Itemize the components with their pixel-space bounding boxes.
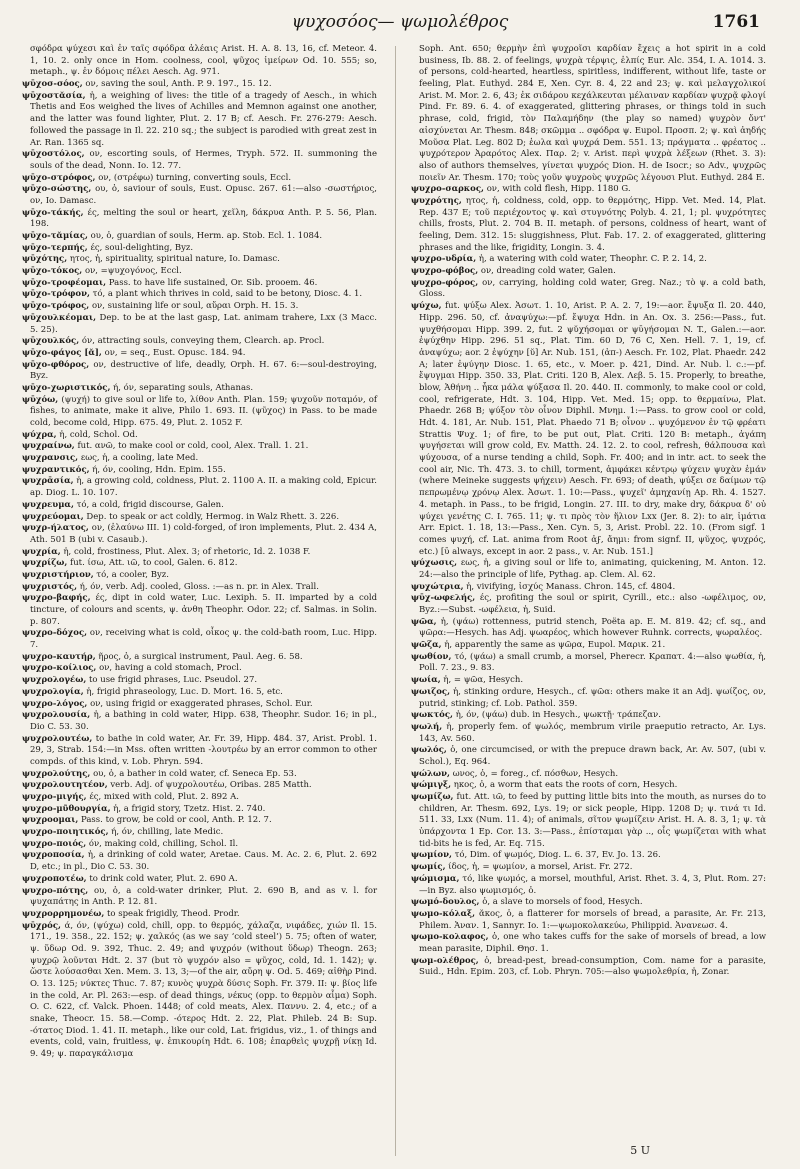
entry-definition: to drink cold water, Plut. 2. 690 A. — [89, 873, 238, 884]
entry-headword: ψυχριστός, — [22, 581, 78, 592]
entry-headword: ψυχροποτέω, — [22, 873, 87, 884]
entry-definition: Pass. to grow, be cold or cool, Anth. P. 12. 7. — [81, 815, 272, 826]
entry-definition: τό, like ψωμός, a morsel, mouthful, Arist. Rhet. 3. 4, 3, Plut. Rom. 27:—in Byz. also ψωμισμός, ὁ. — [419, 873, 766, 896]
entry-headword: ψυχρορρημονέω, — [22, 908, 105, 919]
entry-headword: ψῡχο-φθόρος, — [22, 359, 90, 370]
entry-headword: ψωμίς, — [411, 862, 446, 873]
entry-headword: ψυχρία, — [22, 546, 61, 557]
entry-definition: ἡ, a weighing of lives: the title of a tragedy of Aesch., in which Thetis and Eos weighed the lives of Achilles and Memnon against one another, and the latter was found lighter, Plut. 2. 17 B; cf. Aesch. Fr. 276-279: Aesch. followed the passage in Il. 22. 210 sq.; the subject is parodied with great zest in Ar. Ran. 1365 sq. — [30, 90, 377, 148]
entry-headword: ψυχρεύομαι, — [22, 511, 84, 522]
entry-headword: ψυχρότης, — [411, 195, 462, 206]
entry-headword: ψῡχοσ-σόος, — [22, 79, 83, 90]
entry-definition: ηκος, ὁ, a worm that eats the roots of corn, Hesych. — [453, 780, 678, 791]
entry-definition: ὁ, one who takes cuffs for the sake of morsels of bread, a low mean parasite, Diphil. Θησ. 1. — [419, 932, 767, 954]
entry-definition: ή, όν, verb. Adj. cooled, Gloss. :—as n. pr. in Alex. Trall. — [79, 581, 319, 592]
entry-headword: ψῡχο-φάγος [ᾰ], — [22, 347, 102, 358]
entry-definition: ον, destructive of life, deadly, Orph. H. 67. 6:—soul-destroying, Byz. — [30, 359, 378, 382]
entry-definition: ἡ, stinking ordure, Hesych., cf. ψῶα: others make it an Adj. ψωίζος, ον, putrid, stinking; cf. Lob. Pathol. 359. — [419, 686, 766, 709]
entry-headword: ψῡχουλκός, — [22, 336, 80, 347]
entry-definition: ον, (στρέφω) turning, converting souls, Eccl. — [98, 172, 292, 183]
dictionary-entry — [22, 453, 377, 465]
dictionary-entry — [22, 44, 377, 79]
entry-definition: ή, όν, separating souls, Athanas. — [113, 382, 254, 393]
entry-headword: ψυχρο-πότης, — [22, 885, 89, 896]
entry-definition: ές, melting the soul or heart, χεῖλη, δάκρυα Anth. P. 5. 56, Plan. 198. — [30, 207, 377, 230]
dictionary-entry — [411, 640, 766, 652]
dictionary-entry — [22, 827, 377, 839]
entry-headword: ψυχρανσις, — [22, 453, 79, 464]
entry-definition: ἡ, cold, Schol. Od. — [59, 429, 138, 440]
entry-headword: ψωμ-ολέθρος, — [411, 955, 479, 966]
entry-headword: ψῡχουλκέομαι, — [22, 312, 97, 323]
entry-headword: ψυχρολουτέω, — [22, 733, 93, 744]
entry-headword: ψυχραίνω, — [22, 441, 75, 452]
entry-definition: Pass. to have life sustained, Or. Sib. prooem. 46. — [108, 277, 318, 288]
entry-definition: Dep. to be at the last gasp, Lat. animam trahere, Lxx (3 Macc. 5. 25). — [30, 312, 377, 335]
dictionary-entry — [411, 909, 766, 932]
entry-definition: τό, a cold, frigid discourse, Galen. — [76, 499, 224, 510]
dictionary-entry — [22, 512, 377, 524]
dictionary-entry — [411, 897, 766, 909]
dictionary-entry — [22, 278, 377, 290]
dictionary-entry — [22, 886, 377, 909]
dictionary-entry — [22, 675, 377, 687]
entry-headword: ψυχρ-ήλατος, — [22, 523, 89, 534]
entry-definition: ά, όν, (ψύχω) cold, chill, opp. to θερμός, χάλαζα, νιφάδες, χιών Il. 15. 171., 19. 358., 22. 152; ψ. χαλκός (as we say ‘cold steel’) 5. 75; often of water, ψ. ὕδωρ Od. 9. 392, Thuc. 2. 49; and ψυχρόν (without ὕδωρ) Theogn. 263; ψυχρῷ λοῦνται Hdt. 2. 37 (but τὸ ψυχρόν also = ψῦχος, cold, Id. 1. 142); ψ. ὥστε λούσασθαι Xen. Mem. 3. 13, 3;—of the air, αὔρη ψ. Od. 5. 469; αἰθὴρ Pind. O. 13. 125; νύκτες Thuc. 7. 87; κυνὸς ψυχρὰ δύσις Soph. Fr. 379. II: ψ. βίος life in the cold, Ar. Pl. 263:—esp. of dead things, νέκυς (opp. to θερμὸν αἷμα) Soph. O. C. 622, cf. Valck. Phoen. 1448; of cold meats, Alex. Παννυ. 2. 4, etc.; of a snake, Theocr. 15. 58.—Comp. -ότερος Hdt. 2. 22, Plat. Phileb. 24 B: Sup. -ότατος Diod. 1. 41. II. metaph., like our cold, Lat. frigidus, viz., 1. of things and events, cold, vain, fruitless, ψ. ἐπικουρίη Hdt. 6. 108; ἐπαρθεὶς ψυχρῇ νίκῃ Id. 9. 49; ψ. παραγκάλισμα — [30, 920, 377, 1060]
dictionary-entry — [22, 792, 377, 804]
signature-mark: 5 U — [630, 1144, 650, 1157]
entry-definition: ον, with cold flesh, Hipp. 1180 G. — [486, 184, 631, 195]
dictionary-entry — [22, 687, 377, 699]
entry-definition: τό, a plant which thrives in cold, said to be betony, Diosc. 4. 1. — [92, 289, 363, 300]
entry-headword: ψυχρο-μιγής, — [22, 792, 87, 802]
entry-headword: ψωμό-δουλος, — [411, 897, 480, 908]
entry-definition: ῆρος, ὁ, a surgical instrument, Paul. Aeg. 6. 58. — [98, 651, 303, 662]
entry-definition: ὁ, a slave to morsels of food, Hesych. — [482, 897, 643, 908]
dictionary-entry — [22, 254, 377, 266]
entry-headword: ψῡχο-χωριστικός, — [22, 382, 111, 393]
dictionary-entry — [22, 184, 377, 207]
dictionary-entry — [22, 395, 377, 430]
entry-definition: ου, ὁ, a bather in cold water, cf. Seneca Ep. 53. — [93, 768, 297, 779]
dictionary-entry — [22, 804, 377, 816]
dictionary-entry — [22, 500, 377, 512]
dictionary-entry — [411, 874, 766, 897]
dictionary-entry — [22, 149, 377, 172]
entry-headword: ψῡχο-τρόφος, — [22, 301, 90, 312]
dictionary-entry — [22, 558, 377, 570]
entry-headword: ψυχρᾱσία, — [22, 476, 74, 487]
dictionary-entry — [22, 208, 377, 231]
dictionary-entry — [22, 383, 377, 395]
entry-headword: ψυχρο-λόγος, — [22, 698, 88, 709]
dictionary-entry — [22, 348, 377, 360]
dictionary-entry — [411, 850, 766, 862]
entry-definition: σφόδρα ψύχεσι καὶ ἐν ταῖς σφόδρα ἀλέαις Arist. H. A. 8. 13, 16, cf. Meteor. 4. 1, 10. 2. only once in Hom. coolness, cool, ψῦχος ἱμείρων Od. 10. 555; so, metaph., ψ. ἐν δόμοις πέλει Aesch. Ag. 971. — [30, 44, 377, 78]
entry-definition: fut. Att. ιῶ, to feed by putting little bits into the mouth, as nurses do to children, Ar. Thesm. 692, Lys. 19; or sick people, Hipp. 1208 D; ψ. τινά τι Id. 511. 33, Lxx (Num. 11. 4); of animals, σῖτον ψωμίζειν Arist. H. A. 8. 3, 1; ψ. τὰ ὑπάρχοντα 1 Ep. Cor. 13. 3:—Pass., ἐπίσταμαι γὰρ .., οἷς ψωμίζεται with what tid-bits he is fed, Ar. Eq. 715. — [419, 792, 767, 849]
entry-headword: ψωμίζω, — [411, 792, 454, 802]
entry-headword: ψώμισμα, — [411, 873, 460, 884]
dictionary-entry — [411, 593, 766, 616]
entry-definition: ον, escorting souls, of Hermes, Tryph. 572. II. summoning the souls of the dead, Nonn. Io. 12. 77. — [30, 149, 378, 171]
entry-headword: ψυχρο-κοίλιος, — [22, 663, 97, 674]
entry-definition: ον, using frigid or exaggerated phrases, Schol. Eur. — [90, 698, 313, 709]
entry-headword: ψυχρο-φόβος, — [411, 266, 479, 277]
entry-headword: ψυχρο-καυτήρ, — [22, 651, 96, 662]
dictionary-entry — [411, 558, 766, 581]
entry-headword: ψωμίον, — [411, 850, 452, 861]
dictionary-entry — [22, 243, 377, 255]
entry-definition: ον, dreading cold water, Galen. — [480, 266, 616, 277]
dictionary-entry — [411, 780, 766, 792]
entry-definition: ον, saving the soul, Anth. P. 9. 197., 15. 12. — [85, 79, 272, 90]
entry-definition: ές, soul-delighting, Byz. — [90, 242, 194, 253]
entry-headword: ψυχρολουσία, — [22, 710, 91, 721]
dictionary-entry — [411, 710, 766, 722]
entry-headword: ψῡχο-σώστης, — [22, 184, 92, 195]
entry-headword: ψυχρευμα, — [22, 499, 74, 510]
dictionary-entry — [22, 547, 377, 559]
entry-headword: ψυχρολογία, — [22, 686, 84, 697]
entry-definition: όν, making cold, chilling, Schol. Il. — [88, 838, 239, 849]
entry-definition: ἡ, frigid phraseology, Luc. D. Mort. 16. 5, etc. — [86, 686, 283, 697]
dictionary-entry — [22, 79, 377, 91]
entry-headword: ψῡχο-τάκής, — [22, 207, 84, 218]
entry-definition: ίδος, ἡ, = ψωμίον, a morsel, Arist. Fr. 272. — [448, 862, 633, 873]
entry-headword: ψυχριστήριον, — [22, 569, 94, 580]
dictionary-entry — [22, 780, 377, 792]
entry-headword: ψώμιγξ, — [411, 780, 452, 791]
dictionary-entry — [411, 184, 766, 196]
entry-headword: ψῡχρός, — [22, 920, 61, 931]
entry-definition: ἡ, vivifying, ἰσχύς Manass. Chron. 145, cf. 4804. — [466, 581, 676, 592]
dictionary-entry — [22, 523, 377, 546]
entry-headword: ψυχρο-φόρος, — [411, 277, 479, 288]
running-head — [0, 8, 800, 38]
dictionary-entry — [411, 652, 766, 675]
dictionary-entry — [411, 769, 766, 781]
dictionary-entry — [22, 231, 377, 243]
entry-definition: ητος, ἡ, coldness, cold, opp. to θερμότης, Hipp. Vet. Med. 14, Plat. Rep. 437 E; τοῦ περιέχοντος ψ. καὶ στυγνότης Polyb. 4. 21, 1; pl. ψυχρότητες chills, frosts, Plut. 2. 704 B. II. metaph. of persons, coldness of heart, want of feeling, Dem. 312. 15: sluggishness, Plut. Fab. 17. 2. of exaggerated, glittering phrases and the like, frigidity, Longin. 3. 4. — [419, 195, 766, 253]
entry-headword: ψωκτός, — [411, 710, 453, 721]
dictionary-entry — [22, 839, 377, 851]
entry-headword: ψυχρο-μῦθουργία, — [22, 803, 111, 814]
entry-definition: ητος, ἡ, spirituality, spiritual nature, Io. Damasc. — [69, 254, 280, 265]
dictionary-entry — [411, 722, 766, 745]
entry-headword: ψῡχο-τόκος, — [22, 266, 83, 277]
entry-definition: ή, όν, cooling, Hdn. Epim. 155. — [92, 464, 226, 475]
dictionary-entry — [22, 430, 377, 442]
dictionary-entry — [22, 313, 377, 336]
entry-headword: ψυχώτρια, — [411, 581, 464, 592]
entry-definition: ἡ, (ψάω) rottenness, putrid stench, Poëta ap. E. M. 819. 42; cf. sq., and ψῶρα:—Hesych. has Adj. ψωαρέος, which however Ruhnk. corrects, ψωραλέος. — [419, 616, 767, 639]
entry-definition: verb. Adj. of ψυχρολουτέω, Oribas. 285 Matth. — [110, 780, 312, 791]
entry-headword: ψωλός, — [411, 745, 447, 756]
left-column — [22, 44, 377, 1061]
entry-headword: ψῡχοστόλος, — [22, 149, 85, 160]
dictionary-entry — [411, 44, 766, 184]
entry-definition: ή, όν, chilling, late Medic. — [111, 827, 224, 838]
dictionary-entry — [22, 336, 377, 348]
dictionary-entry — [22, 874, 377, 886]
entry-headword: ψωλή, — [411, 721, 443, 732]
entry-headword: ψυχροποσία, — [22, 850, 85, 861]
entry-definition: ον, =ψυχογόνος, Eccl. — [84, 266, 182, 277]
entry-definition: ον, (ἐλαύνω III. 1) cold-forged, of iron implements, Plut. 2. 434 A, Ath. 501 B (ubi v. Casaub.). — [30, 523, 378, 545]
entry-definition: εως, ἡ, a giving soul or life to, animating, quickening, M. Anton. 12. 24:—also the principle of life, Pythag. ap. Clem. Al. 62. — [419, 558, 766, 580]
dictionary-entry — [22, 173, 377, 185]
entry-definition: ἡ, a watering with cold water, Theophr. C. P. 2. 14, 2. — [478, 254, 707, 265]
entry-definition: ές, profiting the soul or spirit, Cyrill., etc.: also -ωφέλιμος, ον, Byz.:—Subst. -ωφέλεια, ἡ, Suid. — [419, 593, 767, 615]
entry-headword: ψυχρο-σαρκος, — [411, 184, 484, 195]
entry-definition: όν, attracting souls, conveying them, Clearch. ap. Procl. — [81, 336, 325, 347]
entry-definition: to use frigid phrases, Luc. Pseudol. 27. — [88, 675, 258, 686]
entry-definition: fut. ανῶ, to make cool or cold, cool, Alex. Trall. 1. 21. — [77, 441, 309, 452]
entry-headword: ψυχρο-δόχος, — [22, 628, 88, 639]
entry-headword: ψῡχο-τᾰμίας, — [22, 231, 88, 241]
dictionary-entry — [22, 266, 377, 278]
entry-definition: ὁ, one circumcised, or with the prepuce drawn back, Ar. Av. 507, (ubi v. Schol.), Eq. 964. — [419, 745, 767, 767]
entry-definition: ἡ, cold, frostiness, Plut. Alex. 3; of rhetoric, Id. 2. 1038 F. — [63, 546, 311, 557]
page-number: 1761 — [712, 12, 760, 32]
entry-definition: ον, carrying, holding cold water, Greg. Naz.; τὸ ψ. a cold bath, Gloss. — [419, 277, 766, 300]
dictionary-entry — [22, 582, 377, 594]
dictionary-entry — [411, 582, 766, 594]
entry-headword: ψῡχο-τρόφον, — [22, 289, 90, 300]
entry-definition: ἡ, a frigid story, Tzetz. Hist. 2. 740. — [113, 803, 266, 814]
entry-definition: Dep. to speak or act coldly, Hermog. in Walz Rhett. 3. 226. — [86, 511, 340, 522]
entry-definition: ου, ὁ, a cold-water drinker, Plut. 2. 690 B, and as v. l. for ψυχαπάτης in Anth. P. 12. 81. — [30, 885, 378, 908]
entry-headword: ψῡχόω, — [22, 394, 59, 405]
entry-definition: ἡ, όν, (ψάω) dub. in Hesych., ψωκτῇ· τράπεζαν. — [455, 710, 661, 721]
dictionary-entry — [22, 476, 377, 499]
entry-headword: ψώλων, — [411, 768, 451, 779]
dictionary-entry — [22, 628, 377, 651]
dictionary-entry — [411, 266, 766, 278]
entry-headword: ψῶα, — [411, 616, 437, 627]
dictionary-entry — [411, 675, 766, 687]
entry-headword: ψύχρα, — [22, 429, 57, 440]
dictionary-entry — [411, 254, 766, 266]
running-head-right-word: — ψωμολέθρος — [377, 12, 509, 32]
dictionary-entry — [22, 301, 377, 313]
dictionary-entry — [411, 687, 766, 710]
entry-definition: (ψυχή) to give soul or life to, λίθον Anth. Plan. 159; ψυχοῦν ποταμόν, of fishes, to animate, make it alive, Philo 1. 693. II. (ψῦχος) in Pass. to be made cold, become cold, Hipp. 675. 49, Plut. 2. 1052 F. — [30, 394, 378, 428]
entry-headword: ψυχρολουτητέον, — [22, 780, 108, 791]
entry-headword: ψῡχο-στρόφος, — [22, 172, 96, 183]
entry-headword: ψωιζος, — [411, 686, 451, 697]
entry-headword: ψῡχοστᾰσία, — [22, 90, 86, 101]
entry-headword: ψῡχο-τερπής, — [22, 242, 88, 253]
dictionary-entry — [22, 663, 377, 675]
dictionary-entry — [411, 196, 766, 254]
dictionary-entry — [22, 734, 377, 769]
column-divider — [395, 46, 396, 1156]
entry-definition: ον, having a cold stomach, Procl. — [99, 663, 242, 674]
dictionary-entry — [22, 441, 377, 453]
entry-definition: ἡ, a growing cold, coldness, Plut. 2. 1100 A. II. a making cold, Epicur. ap. Diog. L. 10. 107. — [30, 476, 378, 499]
right-column — [411, 44, 766, 979]
entry-headword: ψύχωσις, — [411, 558, 458, 569]
entry-definition: τό, (ψάω) a small crumb, a morsel, Pherecr. Κραπατ. 4:—also ψωθία, ἡ, Poll. 7. 23., 9. 83. — [419, 651, 766, 674]
dictionary-entry — [411, 745, 766, 768]
entry-definition: ἡ, properly fem. of ψωλός, membrum virile praeputio retracto, Ar. Lys. 143, Av. 560. — [419, 721, 767, 744]
dictionary-entry — [411, 932, 766, 955]
entry-headword: ψύχω, — [411, 301, 442, 312]
entry-definition: ον, sustaining life or soul, αὔραι Orph. H. 15. 3. — [91, 301, 299, 312]
dictionary-entry — [22, 921, 377, 1061]
dictionary-entry — [411, 278, 766, 301]
entry-headword: ψῡχ-ωφελής, — [411, 593, 476, 604]
entry-definition: τό, Dim. of ψωμός, Diog. L. 6. 37, Ev. Jo. 13. 26. — [454, 850, 661, 861]
entry-definition: ἡ, a bathing in cold water, Hipp. 638, Theophr. Sudor. 16; in pl., Dio C. 53. 30. — [30, 710, 377, 732]
entry-headword: ψωθίον, — [411, 651, 452, 662]
entry-definition: fut. ίσω, Att. ιῶ, to cool, Galen. 6. 812. — [70, 558, 238, 569]
entry-headword: ψυχρο-ποιός, — [22, 838, 87, 849]
entry-definition: ου, ὁ, saviour of souls, Eust. Opusc. 267. 61:—also -σωστήριος, ον, Io. Damasc. — [30, 184, 377, 206]
entry-definition: fut. ψύξω Alex. Ἀσωτ. 1. 10, Arist. P. A. 2. 7, 19:—aor. ἔψυξα Il. 20. 440, Hipp. 296. 50, cf. ἀναψύχω:—pf. ἔψυχα Hdn. in An. Ox. 3. 256:—Pass., fut. ψυχθήσομαι Hipp. 399. 2, fut. 2 ψῠχήσομαι or ψῡγήσομαι N. T., Galen.:—aor. ἐψύχθην Hipp. 296. 51 sq., Plat. Tim. 60 D, 76 C, Xen. Hell. 7. 1, 19, cf. ἀναψύχω; aor. 2 ἐψύχην [ῠ] Ar. Nub. 151, (ἀπ-) Aesch. Fr. 102, Plat. Phaedr. 242 A; later ἐψύγην Diosc. 1. 65, etc., v. Moer. p. 421, Dind. Ar. Nub. l. c.:—pf. ἔψυγμαι Hipp. 350. 33, Plat. Criti. 120 B, Alex. Λεβ. 5. 15. Properly, to breathe, blow, Ἀθήνη .. ἦκα μάλα ψύξασα Il. 20. 440. II. commonly, to make cool or cold, cool, refrigerate, Hdt. 3. 104, Hipp. Vet. Med. 15; opp. to θερμαίνω, Plat. Phaedr. 268 B; ψύξον τὸν οἶνον Diphil. Μνημ. 1:—Pass. to grow cool or cold, Hdt. 4. 181, Ar. Nub. 151, Plat. Phaedo 71 B; οἶνον .. ψυχόμενον ἐν τῷ φρέατι Strattis Ψυχ. 1; of fire, to be put out, Plat. Criti. 120 B: metaph., ἀγάπη ψυγήσεται will grow cold, Ev. Matth. 24. 12. 2. to cool, refresh, θάλπουσα καὶ ψύχουσα, of a nurse tending a child, Soph. Fr. 400; and in intr. act. to seek the cool air, Nic. Th. 473. 3. to chill, torment, ἀμφάκει κέντρῳ ψύχειν ψυχὰν ἐμάν (where Meineke suggests ψήχειν) Aesch. Fr. 693; of death, ψύξει σε δαίμων τῷ πεπρωμένῳ χρόνῳ Alex. Ἀσωτ. 1. 10:—Pass., ψυχεῖ' ἀμηχανίῃ Ap. Rh. 4. 1527. 4. metaph. in Pass., to be frigid, Longin. 27. III. to dry, make dry, δάκρυα δ' οὐ ψύχει γενέτης C. I. 765. 11; ψ. τι πρὸς τὸν ἥλιον Lxx (Jer. 8. 2): to air, ἱμάτια Arr. Epict. 1. 18, 13:—Pass., Xen. Cyn. 5, 3, Arist. Probl. 22. 10. (From sigf. 1 comes ψυχή, cf. Lat. anima from Root ἀϝ, ἄημι: from signf. II, ψῦχος, ψυχρός, etc.) [ῡ always, except in aor. 2 pass., v. Ar. Nub. 151.] — [419, 301, 766, 557]
entry-definition: ὁ, bread-pest, bread-consumption, Com. name for a parasite, Suid., Hdn. Epim. 203, cf. Lob. Phryn. 705:—also ψωμολεθρία, ἡ, Zonar. — [419, 955, 766, 978]
entry-definition: ἡ, a drinking of cold water, Aretae. Caus. M. Ac. 2. 6, Plut. 2. 692 D, etc.; in pl., Dio C. 53. 30. — [30, 850, 377, 873]
running-head-left-word: ψυχοσόος — [291, 12, 378, 32]
entry-definition: ἡ, apparently the same as ψῶρα, Eupol. Μαρικ. 21. — [444, 640, 666, 651]
dictionary-entry — [22, 699, 377, 711]
entry-definition: ον, = seq., Eust. Opusc. 184. 94. — [104, 347, 246, 358]
dictionary-entry — [22, 593, 377, 628]
entry-headword: ψυχροομαι, — [22, 815, 79, 826]
dictionary-entry — [411, 956, 766, 979]
dictionary-entry — [411, 617, 766, 640]
entry-headword: ψῡχότης, — [22, 254, 68, 265]
dictionary-entry — [411, 792, 766, 850]
dictionary-entry — [22, 91, 377, 149]
dictionary-entry — [22, 710, 377, 733]
entry-headword: ψωμο-κολαφος, — [411, 932, 489, 943]
running-head-words — [0, 12, 800, 32]
entry-headword: ψυχρο-υδρία, — [411, 254, 477, 265]
dictionary-entry — [22, 909, 377, 921]
entry-definition: ον, receiving what is cold, οἶκος ψ. the cold-bath room, Luc. Hipp. 7. — [30, 628, 377, 651]
dictionary-entry — [22, 570, 377, 582]
entry-headword: ψωία, — [411, 675, 441, 686]
entry-definition: ᾰκος, ὁ, a flatterer for morsels of bread, a parasite, Ar. Fr. 213, Philem. Ἀναν. 1, Sannyr. Io. 1:—ψωμοκολακεύω, Philippid. Ἀνανεωσ. 4. — [419, 908, 767, 931]
entry-headword: ψυχρολογέω, — [22, 675, 87, 686]
dictionary-entry — [22, 769, 377, 781]
entry-definition: ἡ, = ψῶα, Hesych. — [443, 675, 524, 686]
entry-headword: ψυχρίζω, — [22, 558, 68, 569]
dictionary-entry — [22, 652, 377, 664]
dictionary-entry — [22, 815, 377, 827]
entry-definition: ές, dipt in cold water, Luc. Lexiph. 5. II. imparted by a cold tincture, of colours and scents, ψ. ἀνθη Theophr. Odor. 22; cf. Salmas. in Solin. p. 807. — [30, 593, 378, 627]
entry-definition: τό, a cooler, Byz. — [96, 569, 169, 580]
dictionary-entry — [22, 850, 377, 873]
entry-headword: ψωμο-κόλαξ, — [411, 908, 476, 919]
entry-headword: ψυχρολούτης, — [22, 768, 91, 779]
entry-headword: ψυχρο-ποιητικός, — [22, 827, 109, 838]
entry-definition: to speak frigidly, Theod. Prodr. — [107, 908, 240, 919]
dictionary-entry — [22, 360, 377, 383]
dictionary-entry — [411, 301, 766, 558]
entry-headword: ψῡχο-τροφέομαι, — [22, 277, 107, 288]
entry-definition: to bathe in cold water, Ar. Fr. 39, Hipp. 484. 37, Arist. Probl. 1. 29, 3, Strab. 154:—in Mss. often written -λουτρέω by an error common to other compds. of this kind, v. Lob. Phryn. 594. — [30, 733, 377, 767]
entry-headword: ψῶζα, — [411, 640, 442, 651]
entry-definition: ές, mixed with cold, Plut. 2. 892 A. — [89, 792, 239, 802]
dictionary-entry — [22, 289, 377, 301]
dictionary-entry — [22, 465, 377, 477]
entry-headword: ψυχραντικός, — [22, 464, 90, 475]
entry-definition: ωνος, ὁ, = foreg., cf. πόσθων, Hesych. — [452, 768, 619, 779]
entry-headword: ψυχρο-βαφής, — [22, 593, 91, 604]
entry-definition: ου, ὁ, guardian of souls, Herm. ap. Stob. Ecl. 1. 1084. — [90, 231, 323, 241]
dictionary-entry — [411, 862, 766, 874]
entry-definition: Soph. Ant. 650; θερμὴν ἐπὶ ψυχροῖσι καρδίαν ἔχεις a hot spirit in a cold business, Ib. 88. 2. of feelings, ψυχρὰ τέρψις, ἐλπίς Eur. Alc. 354, I. A. 1014. 3. of persons, cold-hearted, heartless, spiritless, indifferent, without life, taste or feeling, Plat. Euthyd. 284 E, Xen. Cyr. 8. 4, 22 and 23; ψ. καὶ μελαγχολικοί Arist. M. Mor. 2. 6, 43; ἐκ σιδάρου κεχάλκευται μέλαιναν καρδίαν ψυχρᾷ φλογί Pind. Fr. 89. 6. 4. of exaggerated, glittering phrases, or things told in such phrase, cold, frigid, τὸν Παλαμήδην (the play so named) ψυχρὸν ὄντ' αἰσχύνεται Ar. Thesm. 848; σκῶμμα .. σφόδρα ψ. Eupol. Προσπ. 2; ψ. καὶ ἀηδής Μοῦσα Plat. Leg. 802 D; ἑωλα καὶ ψυχρά Dem. 551. 13; πράγματα .. φρέατος .. ψυχρότερον Ἀραρότος Alex. Παρ. 2; v. Arist. περὶ ψυχρὰ λέξεων (Rhet. 3. 3): also of authors themselves, γίνεται ψυχρός Dion. H. de Isocr.; so Adv., ψυχρῶς ποιεῖν Ar. Thesm. 170; τοὺς γοῦν ψυχροὺς ψυχρῶς λέγουσι Plut. Euthyd. 284 E. — [419, 44, 766, 183]
entry-definition: εως, ἡ, a cooling, late Med. — [80, 453, 199, 464]
